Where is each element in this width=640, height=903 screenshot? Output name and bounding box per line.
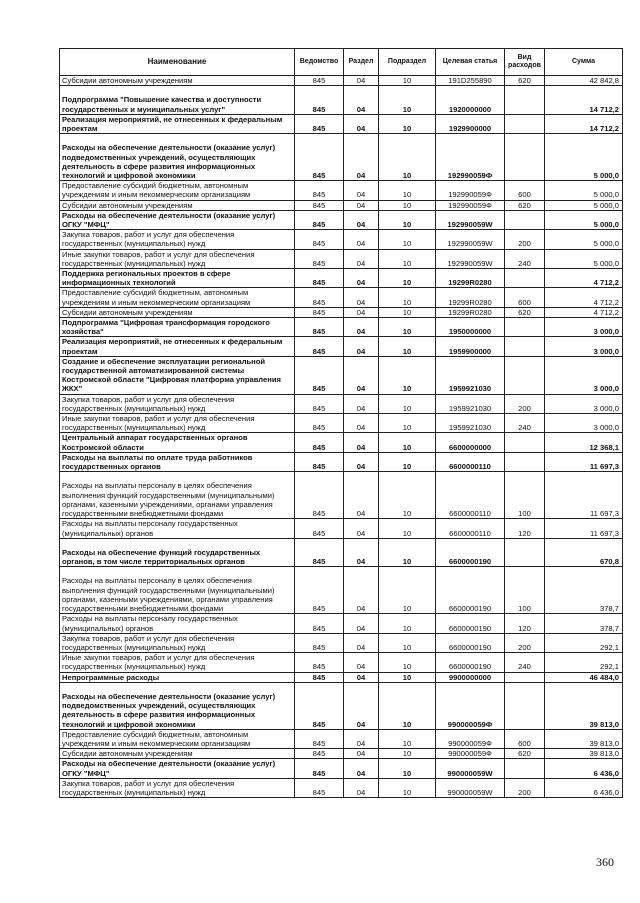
row-subsection-cell: 10 [379, 269, 436, 288]
row-section-cell: 04 [344, 114, 379, 133]
row-expense-type-cell [505, 269, 545, 288]
row-department-cell: 845 [295, 538, 344, 567]
row-amount-cell: 4 712,2 [545, 288, 623, 307]
row-target-article-cell: 6600000190 [436, 653, 505, 672]
row-subsection-cell: 10 [379, 729, 436, 748]
row-subsection-cell: 10 [379, 76, 436, 86]
row-section-cell: 04 [344, 567, 379, 614]
row-expense-type-cell: 620 [505, 749, 545, 759]
row-target-article-cell: 990000059W [436, 778, 505, 797]
row-section-cell: 04 [344, 200, 379, 210]
row-name-cell: Поддержка региональных проектов в сфере информационных технологий [60, 269, 295, 288]
row-subsection-cell: 10 [379, 200, 436, 210]
row-name-cell: Предоставление субсидий бюджетным, автономным учреждениям и иным некоммерческим организациям [60, 181, 295, 200]
row-target-article-cell: 1929900000 [436, 114, 505, 133]
row-amount-cell: 14 712,2 [545, 86, 623, 115]
table-row [60, 288, 623, 307]
row-section-cell: 04 [344, 181, 379, 200]
row-name-cell: Непрограммные расходы [60, 672, 295, 682]
row-target-article-cell: 6600000000 [436, 433, 505, 452]
row-department-cell: 845 [295, 269, 344, 288]
row-name-cell: Расходы на обеспечение функций государственных органов, в том числе территориальных органов [60, 538, 295, 567]
row-name-cell: Создание и обеспечение эксплуатации региональной государственной автоматизированной системы Костромской области "Цифровая платформа управления ЖКХ" [60, 356, 295, 394]
row-target-article-cell: 19299R0280 [436, 307, 505, 317]
table-row [60, 614, 623, 633]
header-expense-type: Вид расходов [505, 49, 545, 76]
row-target-article-cell: 192990059Ф [436, 200, 505, 210]
row-amount-cell: 42 842,8 [545, 76, 623, 86]
row-department-cell: 845 [295, 759, 344, 778]
row-expense-type-cell [505, 134, 545, 181]
table-row [60, 307, 623, 317]
row-amount-cell: 39 813,0 [545, 729, 623, 748]
table-row [60, 433, 623, 452]
row-expense-type-cell: 200 [505, 778, 545, 797]
row-subsection-cell: 10 [379, 230, 436, 249]
row-name-cell: Расходы на обеспечение деятельности (оказание услуг) ОГКУ "МФЦ" [60, 210, 295, 229]
row-amount-cell: 670,8 [545, 538, 623, 567]
row-target-article-cell: 990000059W [436, 759, 505, 778]
table-row [60, 249, 623, 268]
row-name-cell: Расходы на выплаты персоналу государственных (муниципальных) органов [60, 614, 295, 633]
row-amount-cell: 39 813,0 [545, 749, 623, 759]
row-expense-type-cell [505, 114, 545, 133]
row-target-article-cell: 192990059W [436, 210, 505, 229]
row-name-cell: Субсидии автономным учреждениям [60, 749, 295, 759]
row-subsection-cell: 10 [379, 134, 436, 181]
row-department-cell: 845 [295, 210, 344, 229]
row-section-cell: 04 [344, 269, 379, 288]
row-subsection-cell: 10 [379, 114, 436, 133]
row-subsection-cell: 10 [379, 567, 436, 614]
row-section-cell: 04 [344, 76, 379, 86]
row-target-article-cell: 990000059Ф [436, 749, 505, 759]
row-department-cell: 845 [295, 288, 344, 307]
table-row [60, 269, 623, 288]
header-subsection: Подраздел [379, 49, 436, 76]
row-target-article-cell: 1959900000 [436, 337, 505, 356]
row-subsection-cell: 10 [379, 759, 436, 778]
table-row [60, 472, 623, 519]
row-department-cell: 845 [295, 433, 344, 452]
header-name: Наименование [60, 49, 295, 76]
row-target-article-cell: 192990059Ф [436, 181, 505, 200]
row-expense-type-cell [505, 356, 545, 394]
row-target-article-cell: 19299R0280 [436, 269, 505, 288]
row-expense-type-cell [505, 210, 545, 229]
row-amount-cell: 5 000,0 [545, 134, 623, 181]
table-row [60, 181, 623, 200]
row-amount-cell: 39 813,0 [545, 682, 623, 729]
table-row [60, 749, 623, 759]
table-row [60, 778, 623, 797]
row-amount-cell: 11 697,3 [545, 452, 623, 471]
table-row [60, 414, 623, 433]
row-department-cell: 845 [295, 200, 344, 210]
row-department-cell: 845 [295, 114, 344, 133]
row-expense-type-cell: 600 [505, 181, 545, 200]
row-name-cell: Подпрограмма "Повышение качества и доступности государственных и муниципальных услуг" [60, 86, 295, 115]
row-name-cell: Реализация мероприятий, не отнесенных к федеральным проектам [60, 114, 295, 133]
row-expense-type-cell [505, 452, 545, 471]
row-amount-cell: 5 000,0 [545, 210, 623, 229]
row-name-cell: Расходы на обеспечение деятельности (оказание услуг) подведомственных учреждений, осуществляющих деятельность в сфере развития информационных технологий и цифровой экономики [60, 682, 295, 729]
table-row [60, 76, 623, 86]
row-expense-type-cell [505, 672, 545, 682]
table-row [60, 682, 623, 729]
table-row [60, 318, 623, 337]
row-name-cell: Расходы на выплаты персоналу государственных (муниципальных) органов [60, 519, 295, 538]
row-subsection-cell: 10 [379, 472, 436, 519]
row-section-cell: 04 [344, 134, 379, 181]
row-amount-cell: 5 000,0 [545, 230, 623, 249]
row-expense-type-cell: 240 [505, 653, 545, 672]
row-expense-type-cell: 620 [505, 200, 545, 210]
row-department-cell: 845 [295, 682, 344, 729]
table-body [60, 76, 623, 798]
table-row [60, 653, 623, 672]
row-subsection-cell: 10 [379, 538, 436, 567]
row-subsection-cell: 10 [379, 633, 436, 652]
row-name-cell: Расходы на обеспечение деятельности (оказание услуг) ОГКУ "МФЦ" [60, 759, 295, 778]
row-subsection-cell: 10 [379, 414, 436, 433]
row-subsection-cell: 10 [379, 337, 436, 356]
row-expense-type-cell [505, 682, 545, 729]
row-target-article-cell: 1959921030 [436, 356, 505, 394]
row-amount-cell: 5 000,0 [545, 181, 623, 200]
row-section-cell: 04 [344, 633, 379, 652]
row-amount-cell: 292,1 [545, 653, 623, 672]
row-name-cell: Центральный аппарат государственных органов Костромской области [60, 433, 295, 452]
row-section-cell: 04 [344, 452, 379, 471]
row-department-cell: 845 [295, 614, 344, 633]
row-subsection-cell: 10 [379, 433, 436, 452]
row-amount-cell: 3 000,0 [545, 318, 623, 337]
row-subsection-cell: 10 [379, 210, 436, 229]
row-subsection-cell: 10 [379, 778, 436, 797]
row-department-cell: 845 [295, 749, 344, 759]
row-subsection-cell: 10 [379, 181, 436, 200]
row-target-article-cell: 1950000000 [436, 318, 505, 337]
row-name-cell: Предоставление субсидий бюджетным, автономным учреждениям и иным некоммерческим организациям [60, 288, 295, 307]
row-amount-cell: 14 712,2 [545, 114, 623, 133]
row-section-cell: 04 [344, 759, 379, 778]
row-department-cell: 845 [295, 653, 344, 672]
row-department-cell: 845 [295, 729, 344, 748]
row-subsection-cell: 10 [379, 356, 436, 394]
table-row [60, 114, 623, 133]
row-subsection-cell: 10 [379, 614, 436, 633]
row-section-cell: 04 [344, 614, 379, 633]
row-name-cell: Закупка товаров, работ и услуг для обеспечения государственных (муниципальных) нужд [60, 230, 295, 249]
row-expense-type-cell: 240 [505, 414, 545, 433]
row-expense-type-cell: 100 [505, 472, 545, 519]
row-section-cell: 04 [344, 307, 379, 317]
row-department-cell: 845 [295, 567, 344, 614]
header-target-article: Целевая статья [436, 49, 505, 76]
row-section-cell: 04 [344, 249, 379, 268]
row-amount-cell: 3 000,0 [545, 414, 623, 433]
row-amount-cell: 3 000,0 [545, 394, 623, 413]
row-amount-cell: 6 436,0 [545, 778, 623, 797]
row-amount-cell: 4 712,2 [545, 307, 623, 317]
row-name-cell: Расходы на выплаты персоналу в целях обеспечения выполнения функций государственными (муниципальными) органами, казенными учреждениями, органами управления государственными внебюджетными фондами [60, 472, 295, 519]
table-row [60, 672, 623, 682]
row-expense-type-cell: 240 [505, 249, 545, 268]
row-amount-cell: 378,7 [545, 614, 623, 633]
row-expense-type-cell: 620 [505, 307, 545, 317]
row-department-cell: 845 [295, 672, 344, 682]
budget-table [59, 48, 623, 798]
row-target-article-cell: 990000059Ф [436, 682, 505, 729]
row-section-cell: 04 [344, 729, 379, 748]
row-section-cell: 04 [344, 519, 379, 538]
row-target-article-cell: 6600000190 [436, 614, 505, 633]
row-subsection-cell: 10 [379, 307, 436, 317]
row-department-cell: 845 [295, 414, 344, 433]
row-department-cell: 845 [295, 134, 344, 181]
table-row [60, 729, 623, 748]
row-expense-type-cell [505, 337, 545, 356]
table-row [60, 538, 623, 567]
table-row [60, 337, 623, 356]
row-subsection-cell: 10 [379, 519, 436, 538]
row-expense-type-cell: 100 [505, 567, 545, 614]
row-section-cell: 04 [344, 337, 379, 356]
row-amount-cell: 4 712,2 [545, 269, 623, 288]
row-department-cell: 845 [295, 519, 344, 538]
row-expense-type-cell: 200 [505, 230, 545, 249]
row-amount-cell: 5 000,0 [545, 249, 623, 268]
budget-sheet [59, 48, 622, 798]
row-name-cell: Иные закупки товаров, работ и услуг для обеспечения государственных (муниципальных) нужд [60, 653, 295, 672]
row-name-cell: Закупка товаров, работ и услуг для обеспечения государственных (муниципальных) нужд [60, 778, 295, 797]
row-subsection-cell: 10 [379, 653, 436, 672]
header-section: Раздел [344, 49, 379, 76]
row-name-cell: Подпрограмма "Цифровая трансформация городского хозяйства" [60, 318, 295, 337]
row-amount-cell: 5 000,0 [545, 200, 623, 210]
row-expense-type-cell [505, 759, 545, 778]
row-subsection-cell: 10 [379, 249, 436, 268]
row-name-cell: Закупка товаров, работ и услуг для обеспечения государственных (муниципальных) нужд [60, 394, 295, 413]
table-row [60, 230, 623, 249]
row-expense-type-cell: 120 [505, 614, 545, 633]
row-target-article-cell: 1920000000 [436, 86, 505, 115]
row-expense-type-cell [505, 433, 545, 452]
table-row [60, 519, 623, 538]
row-expense-type-cell: 620 [505, 76, 545, 86]
row-target-article-cell: 1959921030 [436, 414, 505, 433]
row-name-cell: Расходы на обеспечение деятельности (оказание услуг) подведомственных учреждений, осуществляющих деятельность в сфере развития информационных технологий и цифровой экономики [60, 134, 295, 181]
row-target-article-cell: 6600000110 [436, 452, 505, 471]
row-target-article-cell: 19299R0280 [436, 288, 505, 307]
row-department-cell: 845 [295, 472, 344, 519]
row-department-cell: 845 [295, 181, 344, 200]
row-name-cell: Расходы на выплаты персоналу в целях обеспечения выполнения функций государственными (муниципальными) органами, казенными учреждениями, органами управления государственными внебюджетными фондами [60, 567, 295, 614]
row-amount-cell: 3 000,0 [545, 337, 623, 356]
row-name-cell: Реализация мероприятий, не отнесенных к федеральным проектам [60, 337, 295, 356]
row-department-cell: 845 [295, 356, 344, 394]
row-amount-cell: 11 697,3 [545, 519, 623, 538]
row-subsection-cell: 10 [379, 452, 436, 471]
row-department-cell: 845 [295, 452, 344, 471]
row-target-article-cell: 6600000190 [436, 633, 505, 652]
row-expense-type-cell: 600 [505, 729, 545, 748]
row-target-article-cell: 1959921030 [436, 394, 505, 413]
table-row [60, 86, 623, 115]
row-subsection-cell: 10 [379, 682, 436, 729]
row-amount-cell: 6 436,0 [545, 759, 623, 778]
page-number: 360 [596, 855, 614, 869]
row-target-article-cell: 192990059W [436, 230, 505, 249]
table-row [60, 759, 623, 778]
row-name-cell: Субсидии автономным учреждениям [60, 200, 295, 210]
row-department-cell: 845 [295, 778, 344, 797]
row-section-cell: 04 [344, 210, 379, 229]
row-target-article-cell: 6600000190 [436, 538, 505, 567]
table-header [60, 49, 623, 76]
row-section-cell: 04 [344, 749, 379, 759]
table-row [60, 200, 623, 210]
row-amount-cell: 378,7 [545, 567, 623, 614]
table-row [60, 134, 623, 181]
table-row [60, 452, 623, 471]
row-department-cell: 845 [295, 249, 344, 268]
row-expense-type-cell: 600 [505, 288, 545, 307]
row-name-cell: Иные закупки товаров, работ и услуг для обеспечения государственных (муниципальных) нужд [60, 414, 295, 433]
row-section-cell: 04 [344, 86, 379, 115]
row-target-article-cell: 6600000190 [436, 567, 505, 614]
row-target-article-cell: 191D255890 [436, 76, 505, 86]
row-amount-cell: 11 697,3 [545, 472, 623, 519]
row-department-cell: 845 [295, 337, 344, 356]
row-department-cell: 845 [295, 307, 344, 317]
table-row [60, 633, 623, 652]
row-expense-type-cell [505, 538, 545, 567]
header-row [60, 49, 623, 76]
row-department-cell: 845 [295, 86, 344, 115]
row-subsection-cell: 10 [379, 318, 436, 337]
header-department: Ведомство [295, 49, 344, 76]
table-row [60, 567, 623, 614]
row-section-cell: 04 [344, 778, 379, 797]
row-section-cell: 04 [344, 433, 379, 452]
row-subsection-cell: 10 [379, 749, 436, 759]
row-name-cell: Иные закупки товаров, работ и услуг для обеспечения государственных (муниципальных) нужд [60, 249, 295, 268]
row-target-article-cell: 192990059Ф [436, 134, 505, 181]
row-expense-type-cell: 200 [505, 394, 545, 413]
row-subsection-cell: 10 [379, 394, 436, 413]
row-expense-type-cell: 120 [505, 519, 545, 538]
row-section-cell: 04 [344, 653, 379, 672]
row-subsection-cell: 10 [379, 86, 436, 115]
row-name-cell: Предоставление субсидий бюджетным, автономным учреждениям и иным некоммерческим организациям [60, 729, 295, 748]
row-name-cell: Расходы на выплаты по оплате труда работников государственных органов [60, 452, 295, 471]
row-section-cell: 04 [344, 288, 379, 307]
row-section-cell: 04 [344, 230, 379, 249]
row-section-cell: 04 [344, 318, 379, 337]
row-section-cell: 04 [344, 472, 379, 519]
row-target-article-cell: 192990059W [436, 249, 505, 268]
row-department-cell: 845 [295, 76, 344, 86]
row-section-cell: 04 [344, 672, 379, 682]
row-department-cell: 845 [295, 230, 344, 249]
row-subsection-cell: 10 [379, 288, 436, 307]
row-name-cell: Субсидии автономным учреждениям [60, 76, 295, 86]
table-row [60, 356, 623, 394]
row-section-cell: 04 [344, 394, 379, 413]
header-amount: Сумма [545, 49, 623, 76]
row-amount-cell: 292,1 [545, 633, 623, 652]
row-department-cell: 845 [295, 633, 344, 652]
row-amount-cell: 46 484,0 [545, 672, 623, 682]
row-section-cell: 04 [344, 414, 379, 433]
row-department-cell: 845 [295, 394, 344, 413]
row-department-cell: 845 [295, 318, 344, 337]
row-target-article-cell: 6600000110 [436, 519, 505, 538]
table-row [60, 394, 623, 413]
row-expense-type-cell [505, 318, 545, 337]
row-expense-type-cell: 200 [505, 633, 545, 652]
row-target-article-cell: 9900000000 [436, 672, 505, 682]
row-target-article-cell: 990000059Ф [436, 729, 505, 748]
row-name-cell: Закупка товаров, работ и услуг для обеспечения государственных (муниципальных) нужд [60, 633, 295, 652]
row-amount-cell: 3 000,0 [545, 356, 623, 394]
row-section-cell: 04 [344, 682, 379, 729]
row-target-article-cell: 6600000110 [436, 472, 505, 519]
row-subsection-cell: 10 [379, 672, 436, 682]
row-section-cell: 04 [344, 356, 379, 394]
row-name-cell: Субсидии автономным учреждениям [60, 307, 295, 317]
row-amount-cell: 12 368,1 [545, 433, 623, 452]
row-section-cell: 04 [344, 538, 379, 567]
row-expense-type-cell [505, 86, 545, 115]
table-row [60, 210, 623, 229]
